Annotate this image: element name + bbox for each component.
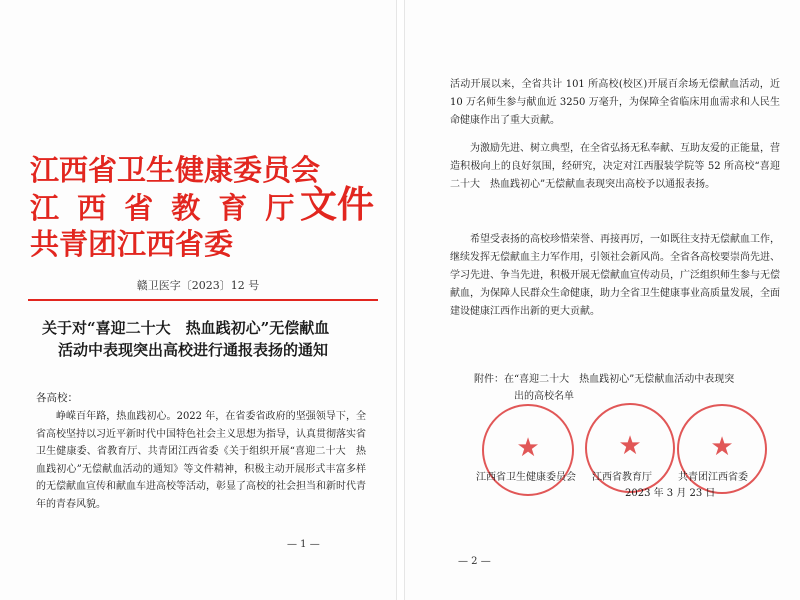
body-text bbox=[36, 408, 366, 514]
issuer-youth-league: 共青团江西省委 bbox=[30, 227, 234, 261]
official-seal-health-commission: ★ bbox=[482, 404, 574, 496]
paragraph-1-block bbox=[450, 76, 780, 130]
signatory-education-department: 江西省教育厅 bbox=[592, 472, 652, 483]
paragraph-3-block bbox=[450, 231, 780, 321]
notice-title-line-1: 关于对“喜迎二十大 热血践初心”无偿献血 bbox=[42, 319, 330, 337]
signatory-health-commission: 江西省卫生健康委员会 bbox=[476, 472, 576, 483]
paragraph-3: 希望受表扬的高校珍惜荣誉、再接再厉，一如既往支持无偿献血工作，继续发挥无偿献血主力军作用，引领社会新风尚。全省各高校要崇尚先进、学习先进、争当先进，积极开展无偿献血宣传动员，广泛组织师生参与无偿献血，为保障人民群众生命健康，助力全省卫生健康事业高质量发展，全面建设健康江西作出新的更大贡献。 bbox=[450, 234, 780, 317]
red-divider bbox=[28, 299, 378, 301]
paragraph-1: 活动开展以来，全省共计 101 所高校(校区)开展百余场无偿献血活动，近 10 万名师生参与献血近 3250 万毫升，为保障全省临床用血需求和人民生命健康作出了重大贡献。 bbox=[450, 79, 780, 126]
page-number: — 1 — bbox=[287, 539, 320, 550]
notice-title-line-2: 活动中表现突出高校进行通报表扬的通知 bbox=[58, 341, 329, 359]
page-1 bbox=[0, 0, 397, 600]
salutation: 各高校： bbox=[36, 392, 78, 404]
document-suffix: 文件 bbox=[300, 182, 374, 226]
page-number: — 2 — bbox=[458, 556, 491, 567]
attachment-line-cont: 出的高校名单 bbox=[514, 391, 574, 402]
body-paragraph: 峥嵘百年路，热血践初心。2022 年，在省委省政府的坚强领导下，全省高校坚持以习近平新时代中国特色社会主义思想为指导，认真贯彻落实省卫生健康委、省教育厅、共青团江西省委《关于组织开展“喜迎二十大 热血践初心”无偿献血活动的通知》等文件精神，积极主动开展形式丰富多样的无偿献血宣传和献血车进高校等活动，彰显了高校的社会担当和新时代青年的青春风貌。 bbox=[36, 411, 366, 510]
official-seal-youth-league: ★ bbox=[677, 404, 767, 494]
signatory-youth-league: 共青团江西省委 bbox=[678, 472, 748, 483]
issuer-education-department: 江 西 省 教 育 厅 bbox=[30, 191, 299, 225]
issuer-health-commission: 江西省卫生健康委员会 bbox=[30, 153, 321, 187]
document-number: 赣卫医字〔2023〕12 号 bbox=[136, 279, 260, 292]
attachment-line: 附件：在“喜迎二十大 热血践初心”无偿献血活动中表现突 bbox=[474, 374, 735, 385]
official-seal-education-department: ★ bbox=[585, 403, 675, 493]
attachment-note bbox=[474, 371, 784, 405]
paragraph-2: 为激励先进、树立典型，在全省弘扬无私奉献、互助友爱的正能量，营造积极向上的良好氛围，经研究，决定对江西服装学院等 52 所高校“喜迎二十大 热血践初心”无偿献血表现突出高校予以通报表扬。 bbox=[450, 143, 780, 190]
paragraph-2-block bbox=[450, 140, 780, 194]
issue-date: 2023 年 3 月 23 日 bbox=[625, 488, 716, 499]
